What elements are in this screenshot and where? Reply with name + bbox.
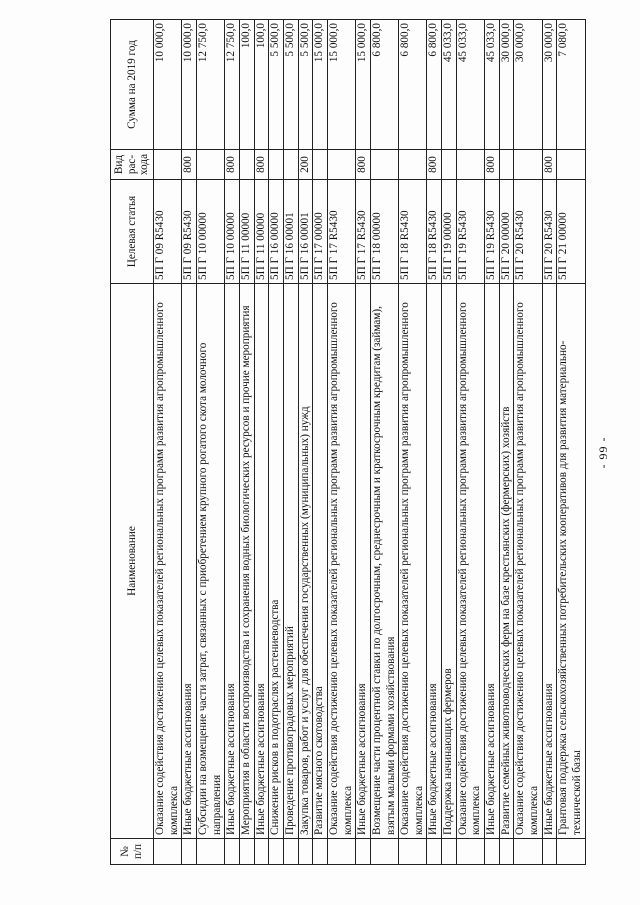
row-name-cell: Иные бюджетные ассигнования [542, 284, 557, 839]
row-number-cell [327, 839, 355, 865]
row-number-cell [499, 839, 514, 865]
table-row [283, 20, 298, 865]
row-number-cell [514, 839, 542, 865]
table-row [456, 20, 484, 865]
row-article-cell: 5П Г 18 R5430 [427, 180, 442, 284]
row-name-cell: Иные бюджетные ассигнования [182, 284, 197, 839]
row-article-cell: 5П Г 18 00000 [370, 180, 398, 284]
table-row [499, 20, 514, 865]
table-row [370, 20, 398, 865]
row-article-cell: 5П Г 10 00000 [196, 180, 224, 284]
row-expense-type-cell: 800 [485, 150, 500, 180]
row-number-cell [254, 839, 269, 865]
row-expense-type-cell [313, 150, 328, 180]
row-expense-type-cell [442, 150, 457, 180]
row-article-cell: 5П Г 11 00000 [254, 180, 269, 284]
row-article-cell: 5П Г 11 00000 [239, 180, 254, 284]
table-body [154, 20, 586, 865]
row-expense-type-cell [196, 150, 224, 180]
table-row [557, 20, 585, 865]
row-sum-cell: 5 500,0 [283, 20, 298, 150]
row-article-cell: 5П Г 10 00000 [225, 180, 240, 284]
table-row [356, 20, 371, 865]
table-row [427, 20, 442, 865]
row-sum-cell: 15 000,0 [356, 20, 371, 150]
row-name-cell: Закупка товаров, работ и услуг для обеспечения государственных (муниципальных) нужд [298, 284, 313, 839]
row-expense-type-cell [456, 150, 484, 180]
row-article-cell: 5П Г 20 00000 [499, 180, 514, 284]
row-article-cell: 5П Г 19 R5430 [485, 180, 500, 284]
row-sum-cell: 45 033,0 [456, 20, 484, 150]
row-name-cell: Иные бюджетные ассигнования [254, 284, 269, 839]
row-expense-type-cell: 800 [356, 150, 371, 180]
row-expense-type-cell: 200 [298, 150, 313, 180]
row-sum-cell: 30 000,0 [542, 20, 557, 150]
page-number: - 99 - [596, 436, 610, 469]
row-expense-type-cell: 800 [427, 150, 442, 180]
row-name-cell: Оказание содействия достижению целевых показателей региональных программ развития агропромышленного комплекса [327, 284, 355, 839]
row-number-cell [182, 839, 197, 865]
row-name-cell: Возмещение части процентной ставки по долгосрочным, среднесрочным и краткосрочным кредитам (займам), взятым малыми формами хозяйствования [370, 284, 398, 839]
row-article-cell: 5П Г 09 R5430 [182, 180, 197, 284]
row-sum-cell: 45 033,0 [485, 20, 500, 150]
row-number-cell [225, 839, 240, 865]
row-expense-type-cell [499, 150, 514, 180]
row-expense-type-cell [557, 150, 585, 180]
row-number-cell [283, 839, 298, 865]
row-sum-cell: 30 000,0 [514, 20, 542, 150]
row-sum-cell: 10 000,0 [182, 20, 197, 150]
header-row-number: № п/п [111, 839, 154, 865]
table-row [269, 20, 284, 865]
row-number-cell [370, 839, 398, 865]
row-article-cell: 5П Г 20 R5430 [542, 180, 557, 284]
row-sum-cell: 10 000,0 [154, 20, 182, 150]
row-name-cell: Проведение противоградовых мероприятий [283, 284, 298, 839]
table-row [313, 20, 328, 865]
row-number-cell [196, 839, 224, 865]
row-sum-cell: 100,0 [239, 20, 254, 150]
row-expense-type-cell [514, 150, 542, 180]
row-expense-type-cell [154, 150, 182, 180]
row-article-cell: 5П Г 09 R5430 [154, 180, 182, 284]
row-number-cell [269, 839, 284, 865]
row-article-cell: 5П Г 21 00000 [557, 180, 585, 284]
table-row [254, 20, 269, 865]
row-name-cell: Оказание содействия достижению целевых показателей региональных программ развития агропромышленного комплекса [154, 284, 182, 839]
row-expense-type-cell: 800 [225, 150, 240, 180]
row-article-cell: 5П Г 16 00001 [298, 180, 313, 284]
row-name-cell: Снижение рисков в подотраслях растениеводства [269, 284, 284, 839]
row-name-cell: Субсидии на возмещение части затрат, связанных с приобретением крупного рогатого скота молочного направления [196, 284, 224, 839]
row-article-cell: 5П Г 16 00001 [283, 180, 298, 284]
row-expense-type-cell: 800 [254, 150, 269, 180]
header-target-article: Целевая статья [111, 180, 154, 284]
table-header [111, 20, 154, 865]
row-number-cell [456, 839, 484, 865]
table-row [542, 20, 557, 865]
row-expense-type-cell [370, 150, 398, 180]
row-sum-cell: 6 800,0 [427, 20, 442, 150]
table-row [225, 20, 240, 865]
row-expense-type-cell [239, 150, 254, 180]
row-expense-type-cell [327, 150, 355, 180]
row-article-cell: 5П Г 17 R5430 [356, 180, 371, 284]
row-article-cell: 5П Г 18 R5430 [399, 180, 427, 284]
row-expense-type-cell: 800 [542, 150, 557, 180]
row-sum-cell: 45 033,0 [442, 20, 457, 150]
row-article-cell: 5П Г 17 R5430 [327, 180, 355, 284]
row-sum-cell: 12 750,0 [225, 20, 240, 150]
row-name-cell: Поддержка начинающих фермеров [442, 284, 457, 839]
row-number-cell [239, 839, 254, 865]
header-expense-type: Вид рас-хода [111, 150, 154, 180]
table-row [154, 20, 182, 865]
row-name-cell: Иные бюджетные ассигнования [225, 284, 240, 839]
row-article-cell: 5П Г 20 R5430 [514, 180, 542, 284]
table-row [298, 20, 313, 865]
row-expense-type-cell [283, 150, 298, 180]
row-name-cell: Иные бюджетные ассигнования [485, 284, 500, 839]
row-sum-cell: 6 800,0 [399, 20, 427, 150]
row-name-cell: Оказание содействия достижению целевых показателей региональных программ развития агропромышленного комплекса [514, 284, 542, 839]
table-row [399, 20, 427, 865]
row-sum-cell: 5 500,0 [269, 20, 284, 150]
row-number-cell [154, 839, 182, 865]
table-row [196, 20, 224, 865]
table-header-row [111, 20, 154, 865]
row-sum-cell: 6 800,0 [370, 20, 398, 150]
row-sum-cell: 15 000,0 [313, 20, 328, 150]
row-number-cell [557, 839, 585, 865]
row-number-cell [313, 839, 328, 865]
row-sum-cell: 7 080,0 [557, 20, 585, 150]
row-name-cell: Оказание содействия достижению целевых показателей региональных программ развития агропромышленного комплекса [399, 284, 427, 839]
row-sum-cell: 100,0 [254, 20, 269, 150]
row-number-cell [485, 839, 500, 865]
row-name-cell: Развитие мясного скотоводства [313, 284, 328, 839]
row-name-cell: Грантовая поддержка сельскохозяйственных потребительских кооперативов для развития материально-технической базы [557, 284, 585, 839]
table-row [514, 20, 542, 865]
table-row [182, 20, 197, 865]
row-name-cell: Развитие семейных животноводческих ферм на базе крестьянских (фермерских) хозяйств [499, 284, 514, 839]
row-number-cell [298, 839, 313, 865]
row-name-cell: Мероприятия в области воспроизводства и сохранения водных биологических ресурсов и прочие мероприятия [239, 284, 254, 839]
budget-allocation-table [110, 19, 586, 865]
row-name-cell: Иные бюджетные ассигнования [356, 284, 371, 839]
row-number-cell [427, 839, 442, 865]
row-number-cell [542, 839, 557, 865]
table-row [239, 20, 254, 865]
row-name-cell: Иные бюджетные ассигнования [427, 284, 442, 839]
row-article-cell: 5П Г 16 00000 [269, 180, 284, 284]
header-sum-2019: Сумма на 2019 год [111, 20, 154, 150]
row-article-cell: 5П Г 19 00000 [442, 180, 457, 284]
table-row [485, 20, 500, 865]
row-name-cell: Оказание содействия достижению целевых показателей региональных программ развития агропромышленного комплекса [456, 284, 484, 839]
row-sum-cell: 15 000,0 [327, 20, 355, 150]
row-number-cell [356, 839, 371, 865]
row-article-cell: 5П Г 19 R5430 [456, 180, 484, 284]
row-sum-cell: 12 750,0 [196, 20, 224, 150]
row-expense-type-cell [269, 150, 284, 180]
row-sum-cell: 5 500,0 [298, 20, 313, 150]
row-sum-cell: 30 000,0 [499, 20, 514, 150]
row-number-cell [399, 839, 427, 865]
table-row [442, 20, 457, 865]
row-article-cell: 5П Г 17 00000 [313, 180, 328, 284]
row-expense-type-cell [399, 150, 427, 180]
row-expense-type-cell: 800 [182, 150, 197, 180]
header-name: Наименование [111, 284, 154, 839]
table-row [327, 20, 355, 865]
row-number-cell [442, 839, 457, 865]
budget-table-container [110, 20, 586, 865]
